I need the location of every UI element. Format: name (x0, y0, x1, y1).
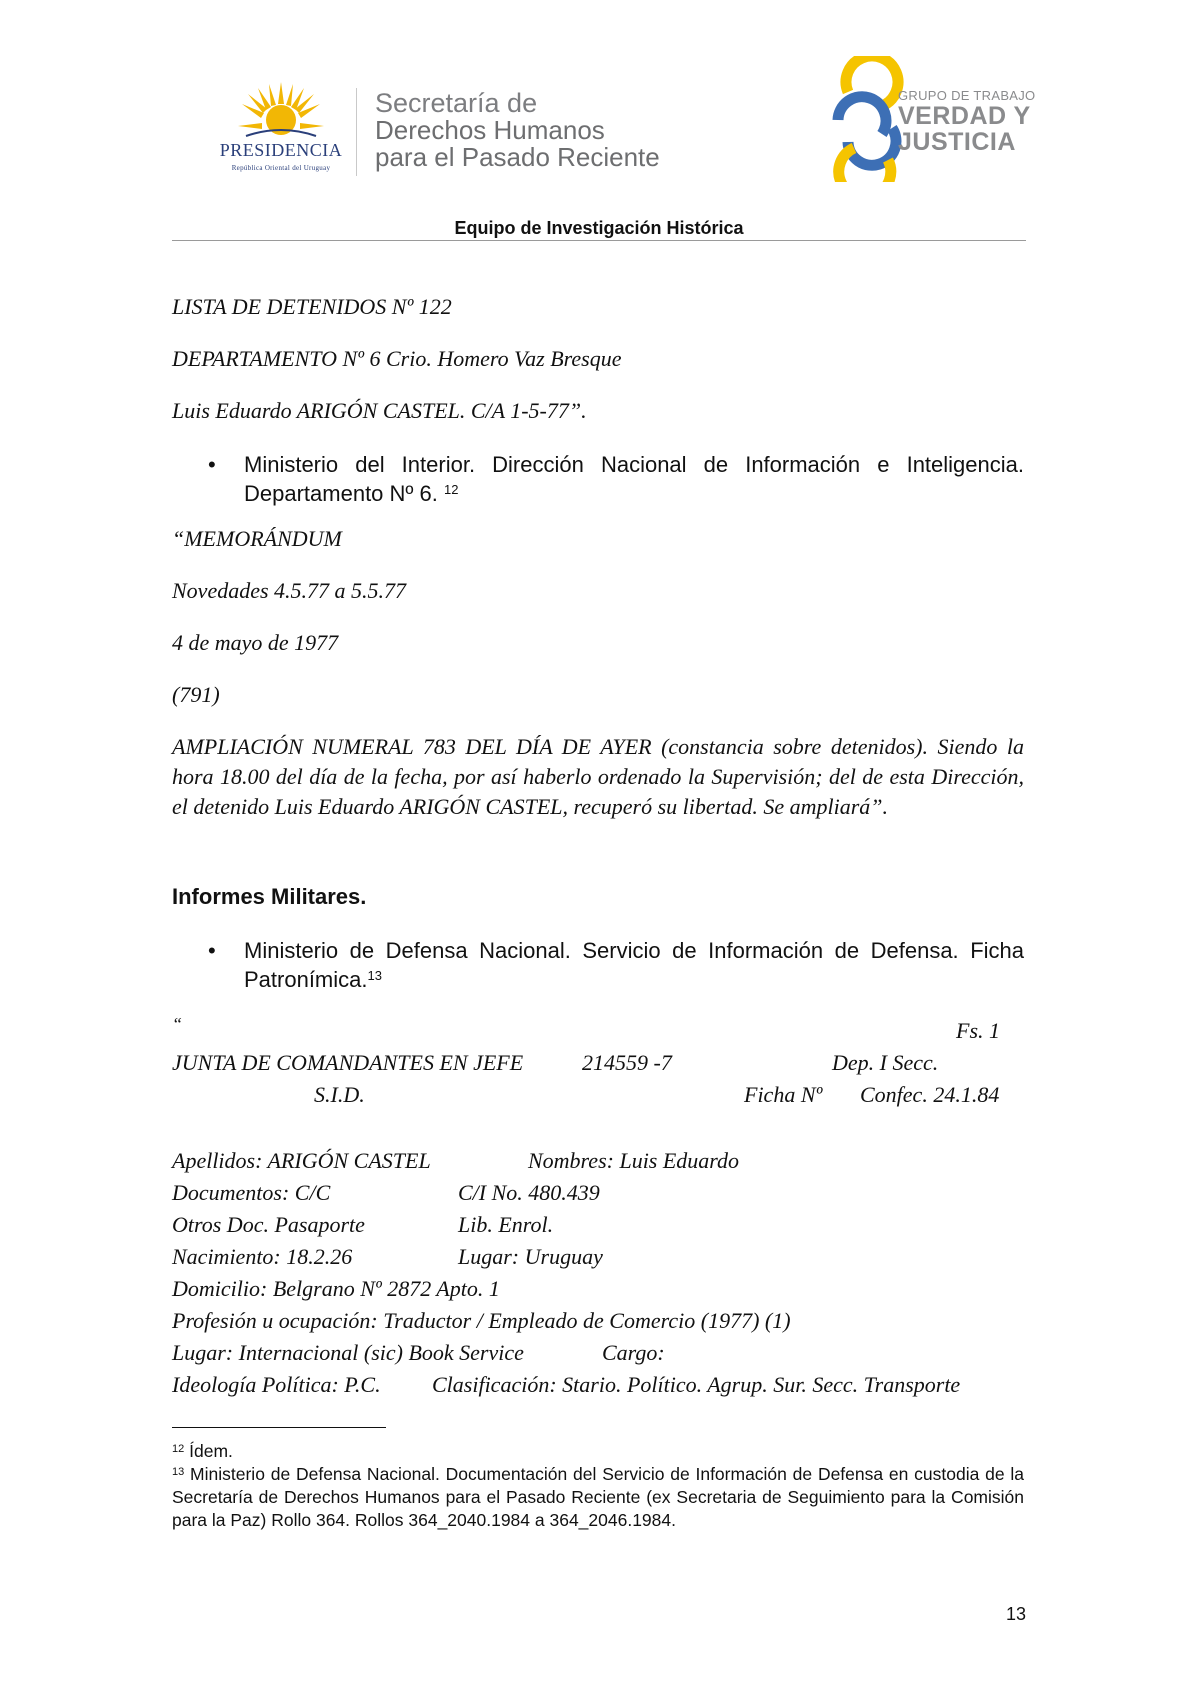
logo-divider (356, 88, 357, 176)
ficha-ci: C/I No. 480.439 (458, 1180, 600, 1205)
presidencia-logo (196, 80, 366, 180)
novedades-line: Novedades 4.5.77 a 5.5.77 (172, 578, 407, 603)
sun-icon (238, 80, 324, 142)
ficha-fs: Fs. 1 (956, 1018, 1000, 1043)
ficha-confec: Confec. 24.1.84 (860, 1082, 1000, 1107)
ficha-dep: Dep. I Secc. (832, 1050, 939, 1075)
ficha-ideologia: Ideología Política: P.C. (172, 1372, 381, 1397)
departamento-line: DEPARTAMENTO Nº 6 Crio. Homero Vaz Bresque (172, 346, 622, 371)
ficha-clasificacion: Clasificación: Stario. Político. Agrup. Sur. Secc. Transporte (432, 1372, 961, 1397)
memorandum-line: “MEMORÁNDUM (172, 526, 342, 551)
ficha-sid: S.I.D. (314, 1082, 365, 1107)
footnote-13 (172, 1463, 1024, 1532)
secretaria-logo-text (375, 90, 660, 171)
grupo-line-2: VERDAD Y (898, 102, 1031, 130)
grupo-line-1: GRUPO DE TRABAJO (898, 88, 1036, 103)
detenido-line: Luis Eduardo ARIGÓN CASTEL. C/A 1-5-77”. (172, 398, 587, 423)
secretaria-line-2: Derechos Humanos (375, 115, 605, 145)
ficha-nombres: Nombres: Luis Eduardo (528, 1148, 740, 1173)
bullet-dot: • (208, 452, 216, 477)
bullet-ministerio-defensa (244, 936, 1024, 994)
footnote-number: 12 (172, 1443, 185, 1455)
secretaria-line-1: Secretaría de (375, 88, 538, 118)
fecha-line: 4 de mayo de 1977 (172, 630, 339, 655)
footnote-12 (172, 1440, 1024, 1463)
numero-line: (791) (172, 682, 220, 707)
ficha-domicilio: Domicilio: Belgrano Nº 2872 Apto. 1 (172, 1276, 500, 1301)
footnote-rule (172, 1427, 386, 1428)
page-number: 13 (1006, 1604, 1027, 1624)
ficha-lugar: Lugar: Uruguay (458, 1244, 603, 1269)
ficha-lib-enrol: Lib. Enrol. (458, 1212, 554, 1237)
ficha-junta: JUNTA DE COMANDANTES EN JEFE (172, 1050, 524, 1075)
ficha-numero: 214559 -7 (582, 1050, 672, 1075)
footnote-ref-13[interactable]: 13 (367, 968, 382, 983)
ficha-profesion: Profesión u ocupación: Traductor / Empleado de Comercio (1977) (1) (172, 1308, 791, 1333)
presidencia-label: PRESIDENCIA (219, 140, 343, 160)
bullet-dot: • (208, 938, 216, 963)
ficha-open-quote: “ (172, 1014, 183, 1034)
footnote-ref-12[interactable]: 12 (444, 482, 459, 497)
bullet-ministerio-interior (244, 450, 1024, 508)
heading-informes-militares: Informes Militares. (172, 884, 367, 909)
bullet-text: Ministerio del Interior. Dirección Nacional de Información e Inteligencia. Departamento Nº 6. (244, 452, 1024, 506)
ficha-cargo: Cargo: (602, 1340, 665, 1365)
ficha-lugar-trabajo: Lugar: Internacional (sic) Book Service (172, 1340, 524, 1365)
presidencia-subtitle: República Oriental del Uruguay (231, 164, 331, 172)
ficha-apellidos: Apellidos: ARIGÓN CASTEL (172, 1148, 431, 1173)
ampliacion-paragraph: AMPLIACIÓN NUMERAL 783 DEL DÍA DE AYER (constancia sobre detenidos). Siendo la hora 18.00 del día de la fecha, por así haberlo ordenado la Supervisión; del de esta Dirección, el detenido Luis Eduardo ARIGÓN CASTEL, recuperó su libertad. Se ampliará”. (172, 734, 1024, 819)
footnote-text: Ídem. (189, 1441, 233, 1461)
footnote-number: 13 (172, 1466, 185, 1478)
ficha-nacimiento: Nacimiento: 18.2.26 (172, 1244, 353, 1269)
grupo-line-3: JUSTICIA (898, 128, 1016, 156)
ficha-ficha-no: Ficha Nº (744, 1082, 823, 1107)
header-rule (172, 240, 1026, 241)
bullet-text: Ministerio de Defensa Nacional. Servicio de Información de Defensa. Ficha Patronímica. (244, 938, 1024, 992)
grupo-logo-text (898, 88, 1035, 155)
ficha-otros-doc: Otros Doc. Pasaporte (172, 1212, 365, 1237)
team-title: Equipo de Investigación Histórica (454, 218, 744, 238)
ficha-documentos: Documentos: C/C (172, 1180, 331, 1205)
footnote-text: Ministerio de Defensa Nacional. Documentación del Servicio de Información de Defensa en custodia de la Secretaría de Derechos Humanos para el Pasado Reciente (ex Secretaria de Seguimiento para la Comisión para la Paz) Rollo 364. Rollos 364_2040.1984 a 364_2046.1984. (172, 1464, 1024, 1530)
secretaria-line-3: para el Pasado Reciente (375, 142, 660, 172)
lista-detenidos: LISTA DE DETENIDOS Nº 122 (172, 294, 452, 319)
